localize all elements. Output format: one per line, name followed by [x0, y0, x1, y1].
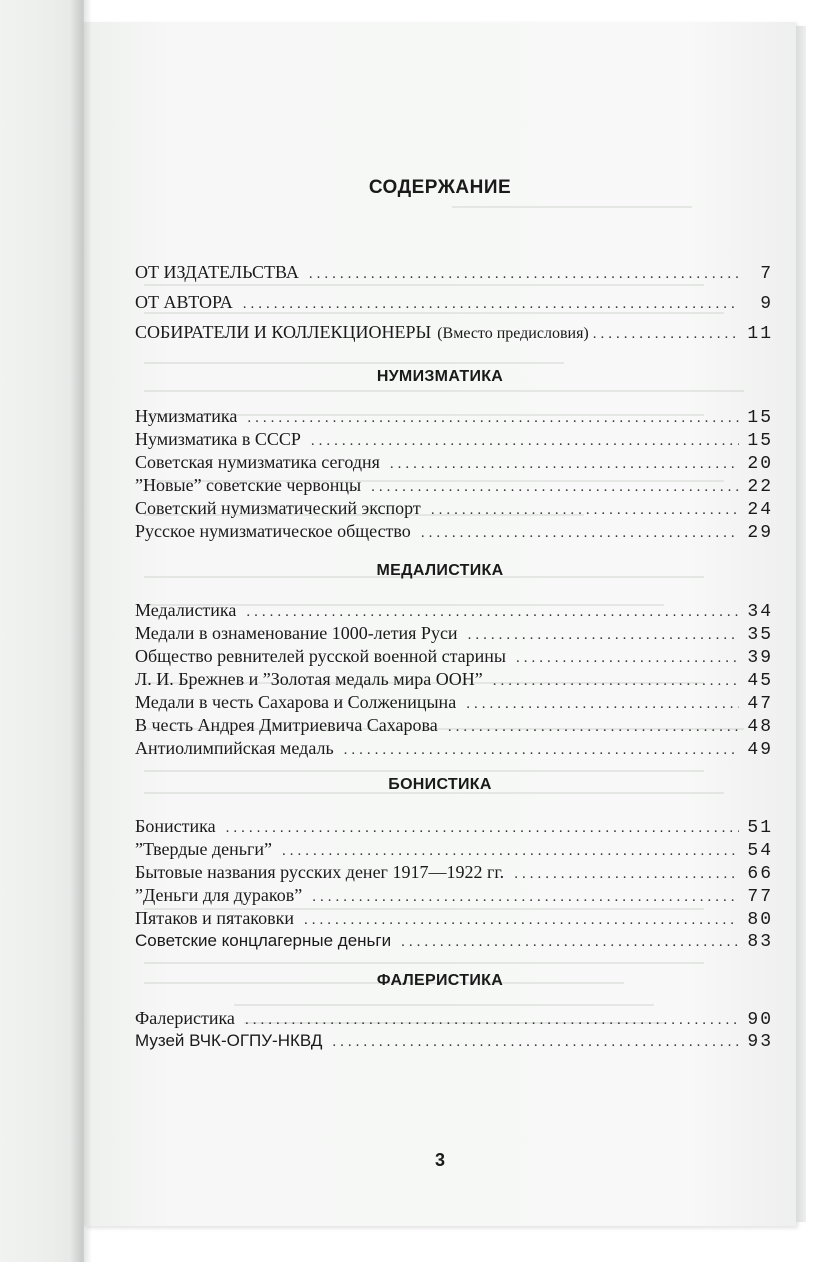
toc-entry	[135, 1008, 773, 1032]
entry-label: Медали в ознаменование 1000-летия Руси	[135, 623, 458, 643]
entry-page: 7	[760, 264, 773, 284]
entry-label: Общество ревнителей русской военной старины	[135, 646, 507, 666]
leader-dots	[516, 650, 739, 667]
leader-dots	[466, 696, 739, 713]
toc-entry	[135, 885, 773, 909]
entry-page: 54	[747, 841, 773, 861]
toc-entry	[135, 452, 773, 476]
toc-entry	[135, 839, 773, 863]
toc-entry	[135, 715, 773, 739]
entry-page: 20	[747, 454, 773, 474]
entry-page: 15	[747, 408, 773, 428]
leader-dots	[514, 866, 739, 883]
entry-label: Советская нумизматика сегодня	[135, 452, 380, 472]
toc-entry	[135, 862, 773, 886]
toc-entry	[135, 262, 773, 286]
section-heading: БОНИСТИКА	[388, 776, 492, 793]
section-heading: МЕДАЛИСТИКА	[376, 562, 504, 579]
leader-dots	[421, 525, 739, 542]
leader-dots	[448, 719, 739, 736]
entry-label: Нумизматика	[135, 406, 238, 426]
entry-page: 9	[760, 294, 773, 314]
toc-entry	[135, 429, 773, 453]
entry-label: ”Деньги для дураков”	[135, 885, 303, 905]
entry-page: 39	[747, 648, 773, 668]
toc-entry	[135, 692, 773, 716]
entry-label: СОБИРАТЕЛИ И КОЛЛЕКЦИОНЕРЫ	[135, 322, 432, 342]
leader-dots	[593, 326, 739, 343]
entry-page: 45	[747, 671, 773, 691]
leader-dots	[309, 266, 739, 283]
entry-page: 24	[747, 500, 773, 520]
toc-entry	[135, 600, 773, 624]
toc-entry	[135, 931, 773, 955]
leader-dots	[247, 410, 739, 427]
leader-dots	[246, 604, 739, 621]
entry-page: 51	[747, 818, 773, 838]
toc-entry	[135, 1031, 773, 1055]
leader-dots	[468, 627, 739, 644]
leader-dots	[282, 843, 739, 860]
entry-label: В честь Андрея Дмитриевича Сахарова	[135, 715, 438, 735]
entry-label: ОТ АВТОРА	[135, 292, 233, 312]
entry-page: 15	[747, 431, 773, 451]
toc-entry	[135, 623, 773, 647]
entry-label: Советские концлагерные деньги	[135, 931, 392, 950]
leader-dots	[390, 456, 739, 473]
leader-dots	[332, 1034, 739, 1051]
entry-page: 11	[747, 324, 773, 344]
entry-label: Советский нумизматический экспорт	[135, 498, 421, 518]
leader-dots	[245, 1012, 739, 1029]
entry-page: 83	[747, 932, 773, 952]
leader-dots	[243, 296, 739, 313]
entry-label: Л. И. Брежнев и ”Золотая медаль мира ООН”	[135, 669, 483, 689]
toc-entry	[135, 908, 773, 932]
toc-entry	[135, 738, 773, 762]
entry-label: ”Твердые деньги”	[135, 839, 272, 859]
leader-dots	[304, 912, 739, 929]
entry-page: 77	[747, 887, 773, 907]
entry-label: Нумизматика в СССР	[135, 429, 301, 449]
entry-page: 93	[747, 1032, 773, 1052]
leader-dots	[371, 479, 739, 496]
toc-entry	[135, 475, 773, 499]
entry-page: 34	[747, 602, 773, 622]
toc-entry	[135, 292, 773, 316]
entry-label: ”Новые” советские червонцы	[135, 475, 362, 495]
entry-label: Пятаков и пятаковки	[135, 908, 295, 928]
entry-page: 66	[747, 864, 773, 884]
book-gutter-shadow	[70, 0, 92, 1262]
leader-dots	[226, 820, 739, 837]
leader-dots	[344, 742, 739, 759]
book-page	[84, 22, 796, 1226]
entry-label: Бытовые названия русских денег 1917—1922 гг.	[135, 862, 505, 882]
page-number: 3	[434, 1150, 445, 1170]
leader-dots	[312, 889, 739, 906]
toc-entry	[135, 646, 773, 670]
entry-page: 48	[747, 717, 773, 737]
entry-note: (Вместо предисловия)	[437, 325, 589, 342]
entry-page: 22	[747, 477, 773, 497]
entry-page: 49	[747, 740, 773, 760]
entry-page: 90	[747, 1010, 773, 1030]
toc-entry	[135, 521, 773, 545]
table-of-contents	[84, 22, 796, 1226]
toc-entry	[135, 816, 773, 840]
section-heading: НУМИЗМАТИКА	[376, 368, 504, 385]
entry-page: 35	[747, 625, 773, 645]
section-heading: ФАЛЕРИСТИКА	[376, 972, 504, 989]
toc-entry	[135, 322, 773, 346]
toc-entry	[135, 406, 773, 430]
entry-label: Медалистика	[135, 600, 237, 620]
entry-label: Фалеристика	[135, 1008, 235, 1028]
leader-dots	[401, 934, 739, 951]
leader-dots	[493, 673, 739, 690]
contents-title: СОДЕРЖАНИЕ	[368, 177, 512, 198]
entry-label: Медали в честь Сахарова и Солженицына	[135, 692, 457, 712]
entry-label: Бонистика	[135, 816, 216, 836]
entry-page: 47	[747, 694, 773, 714]
entry-label: ОТ ИЗДАТЕЛЬСТВА	[135, 262, 299, 282]
entry-label: Русское нумизматическое общество	[135, 521, 411, 541]
toc-entry	[135, 669, 773, 693]
toc-entry	[135, 498, 773, 522]
entry-label: Антиолимпийская медаль	[135, 738, 334, 758]
entry-page: 29	[747, 523, 773, 543]
entry-page: 80	[747, 910, 773, 930]
leader-dots	[311, 433, 739, 450]
entry-label: Музей ВЧК-ОГПУ-НКВД	[135, 1031, 323, 1050]
leader-dots	[431, 502, 739, 519]
page-stack-edge	[796, 26, 806, 1222]
